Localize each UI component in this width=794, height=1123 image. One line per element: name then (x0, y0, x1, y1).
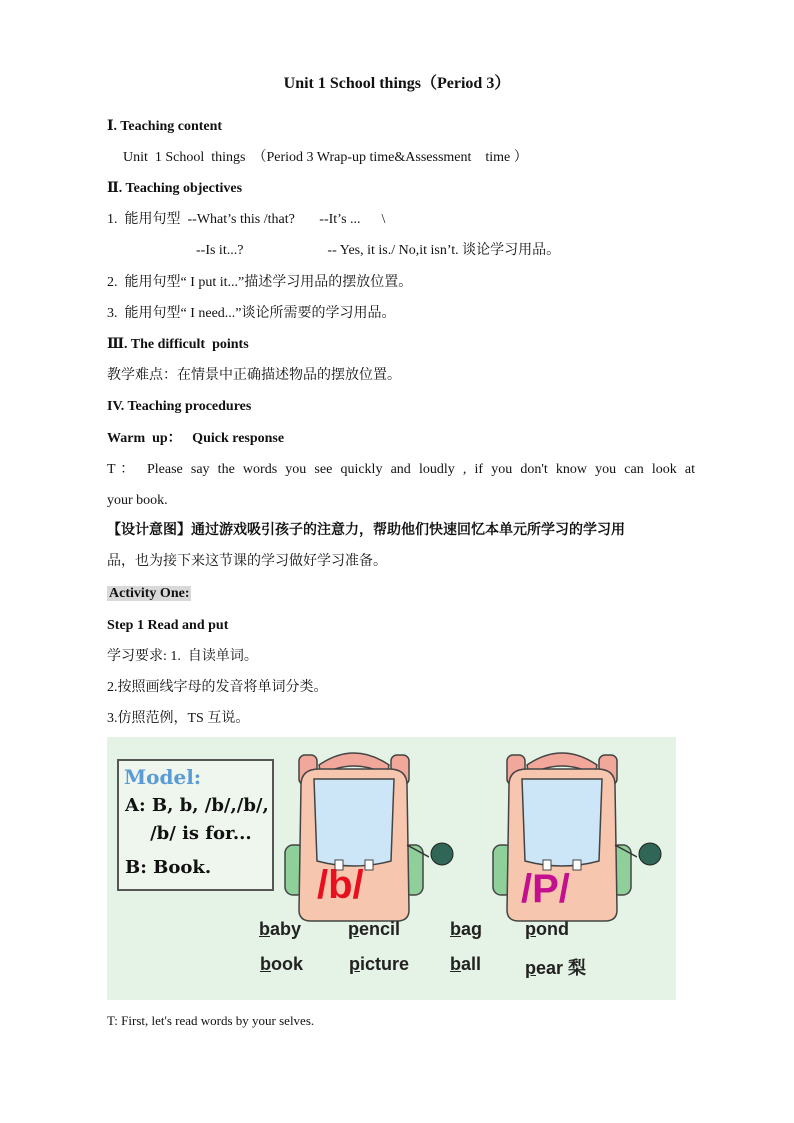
objective-3: 3. 能用句型“ I need...”谈论所需要的学习用品。 (107, 306, 396, 321)
section-4-heading: IV. Teaching procedures (107, 399, 252, 414)
model-title: Model: (124, 765, 202, 789)
section-3-heading: Ⅲ. The difficult points (107, 337, 249, 352)
word-baby: baby (259, 919, 302, 939)
keychain-right-icon (637, 841, 663, 867)
section-1-text: Unit 1 School things （Period 3 Wrap-up time&Assessment time ） (123, 150, 528, 165)
phonics-p-label: /P/ (521, 867, 570, 911)
design-intent-1 (107, 522, 625, 540)
requirement-3: 3.仿照范例，TS 互说。 (107, 711, 250, 726)
model-box (117, 759, 274, 891)
objective-2: 2. 能用句型“ I put it...”描述学习用品的摆放位置。 (107, 275, 413, 290)
model-line-1: A: B, b, /b/,/b/, (125, 795, 269, 816)
word-book: book (260, 954, 304, 974)
model-line-2: /b/ is for... (125, 823, 252, 844)
section-2-heading: Ⅱ. Teaching objectives (107, 181, 243, 196)
word-pencil: pencil (348, 919, 401, 939)
word-ball: ball (450, 954, 482, 974)
activity-label (107, 585, 191, 603)
objective-1a: 1. 能用句型 --What’s this /that? --It’s ... \ (107, 212, 386, 227)
step-heading: Step 1 Read and put (107, 618, 229, 633)
requirement-1: 学习要求: 1. 自读单词。 (107, 649, 258, 664)
phonics-illustration (107, 737, 676, 1000)
warm-up-label: Warm up： Quick response (107, 431, 285, 446)
page-title: Unit 1 School things（Period 3） (283, 75, 511, 92)
activity-highlight: Activity One: (109, 586, 190, 601)
teacher-line-1: T： Please say the words you see quickly and loudly , if you don't know you can look at (107, 462, 695, 477)
design-intent-2: 品，也为接下来这节课的学习做好学习准备。 (107, 554, 387, 569)
word-picture: picture (349, 954, 410, 974)
section-1-heading: Ⅰ. Teaching content (107, 119, 223, 134)
keychain-left-icon (429, 841, 455, 867)
objective-1b: --Is it...? -- Yes, it is./ No,it isn’t. 谈论学习用品。 (196, 243, 561, 258)
requirement-2: 2.按照画线字母的发音将单词分类。 (107, 680, 328, 695)
teacher-line-2: your book. (107, 493, 168, 508)
footer-text: T: First, let's read words by your selves. (107, 1013, 315, 1028)
model-line-3: B: Book. (125, 857, 212, 878)
word-pond: pond (525, 919, 569, 939)
design-intent-text: 【设计意图】通过游戏吸引孩子的注意力，帮助他们快速回忆本单元所学习的学习用 (107, 523, 625, 538)
word-bag: bag (450, 919, 483, 939)
phonics-b-label: /b/ (317, 863, 364, 907)
section-3-text: 教学难点：在情景中正确描述物品的摆放位置。 (107, 368, 401, 383)
word-pear: pear 梨 (525, 958, 587, 978)
